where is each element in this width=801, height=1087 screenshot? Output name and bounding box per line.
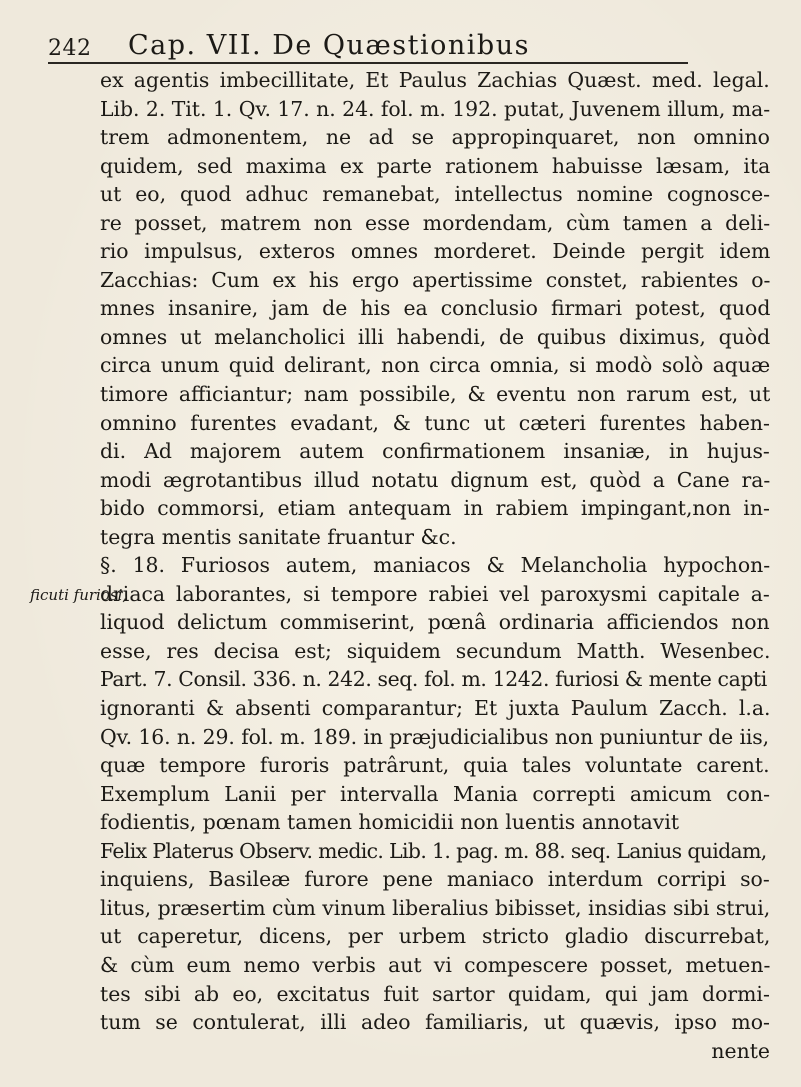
running-head: Cap. VII. De Quæstionibus <box>128 30 530 61</box>
text-line: ut caperetur, dicens, per urbem stricto gladio discurrebat, <box>100 924 770 949</box>
text-line: ignoranti & absenti comparantur; Et juxta Paulum Zacch. l.a. <box>100 696 770 721</box>
text-line: omnes ut melancholici illi habendi, de quibus diximus, quòd <box>100 324 770 349</box>
text-line: Part. 7. Consil. 336. n. 242. seq. fol. m. 1242. furiosi & mente capti <box>100 667 767 692</box>
text-line: Exemplum Lanii per intervalla Mania correpti amicum con- <box>100 781 770 806</box>
text-line: mnes insanire, jam de his ea conclusio firmari potest, quod <box>100 296 770 321</box>
text-line: ex agentis imbecillitate, Et Paulus Zachias Quæst. med. legal. <box>100 68 770 92</box>
text-line: omnino furentes evadant, & tunc ut cæteri furentes haben- <box>100 410 770 435</box>
header-rule <box>48 62 688 64</box>
text-line: nente <box>711 1038 770 1063</box>
text-line: §. 18. Furiosos autem, maniacos & Melancholia hypochon- <box>100 553 770 578</box>
text-line: tegra mentis sanitate fruantur &c. <box>100 524 457 549</box>
marginal-note: ficuti furiosi, <box>30 586 128 604</box>
text-line: quidem, sed maxima ex parte rationem habuisse læsam, ita <box>100 153 770 178</box>
text-line: Felix Platerus Observ. medic. Lib. 1. pag. m. 88. seq. Lanius quidam, <box>100 838 767 863</box>
text-line: Lib. 2. Tit. 1. Qv. 17. n. 24. fol. m. 192. putat, Juvenem illum, ma- <box>100 96 770 121</box>
text-line: re posset, matrem non esse mordendam, cùm tamen a deli- <box>100 210 770 235</box>
text-line: trem admonentem, ne ad se appropinquaret, non omnino <box>100 125 770 150</box>
text-line: tes sibi ab eo, excitatus fuit sartor quidam, qui jam dormi- <box>100 981 770 1006</box>
text-line: & cùm eum nemo verbis aut vi compescere posset, metuen- <box>100 952 770 977</box>
text-line: litus, præsertim cùm vinum liberalius bibisset, insidias sibi strui, <box>100 895 770 920</box>
text-line: bido commorsi, etiam antequam in rabiem impingant,non in- <box>100 496 770 521</box>
text-line: quæ tempore furoris patrârunt, quia tales voluntate carent. <box>100 753 770 778</box>
text-line: driaca laborantes, si tempore rabiei vel paroxysmi capitale a- <box>100 581 770 606</box>
text-line: inquiens, Basileæ furore pene maniaco interdum corripi so- <box>100 867 770 892</box>
page-number: 242 <box>48 36 92 61</box>
text-line: tum se contulerat, illi adeo familiaris, ut quævis, ipso mo- <box>100 1010 770 1035</box>
text-line: esse, res decisa est; siquidem secundum Matth. Wesenbec. <box>100 638 770 663</box>
text-line: fodientis, pœnam tamen homicidii non luentis annotavit <box>100 810 680 835</box>
text-line: Zacchias: Cum ex his ergo apertissime constet, rabientes o- <box>100 267 770 292</box>
text-line: liquod delictum commiserint, pœnâ ordinaria afficiendos non <box>100 610 770 635</box>
text-line: circa unum quid delirant, non circa omnia, si modò solò aquæ <box>100 353 770 378</box>
body-text <box>100 66 770 1065</box>
text-line: ut eo, quod adhuc remanebat, intellectus nomine cognosce- <box>100 182 770 207</box>
text-line: di. Ad majorem autem confirmationem insaniæ, in hujus- <box>100 439 770 464</box>
text-line: modi ægrotantibus illud notatu dignum est, quòd a Cane ra- <box>100 467 770 492</box>
text-line: Qv. 16. n. 29. fol. m. 189. in præjudicialibus non puniuntur de iis, <box>100 724 770 749</box>
text-line: rio impulsus, exteros omnes morderet. Deinde pergit idem <box>100 239 770 264</box>
text-line: timore afficiantur; nam possibile, & eventu non rarum est, ut <box>100 382 770 407</box>
page-header <box>48 30 748 60</box>
